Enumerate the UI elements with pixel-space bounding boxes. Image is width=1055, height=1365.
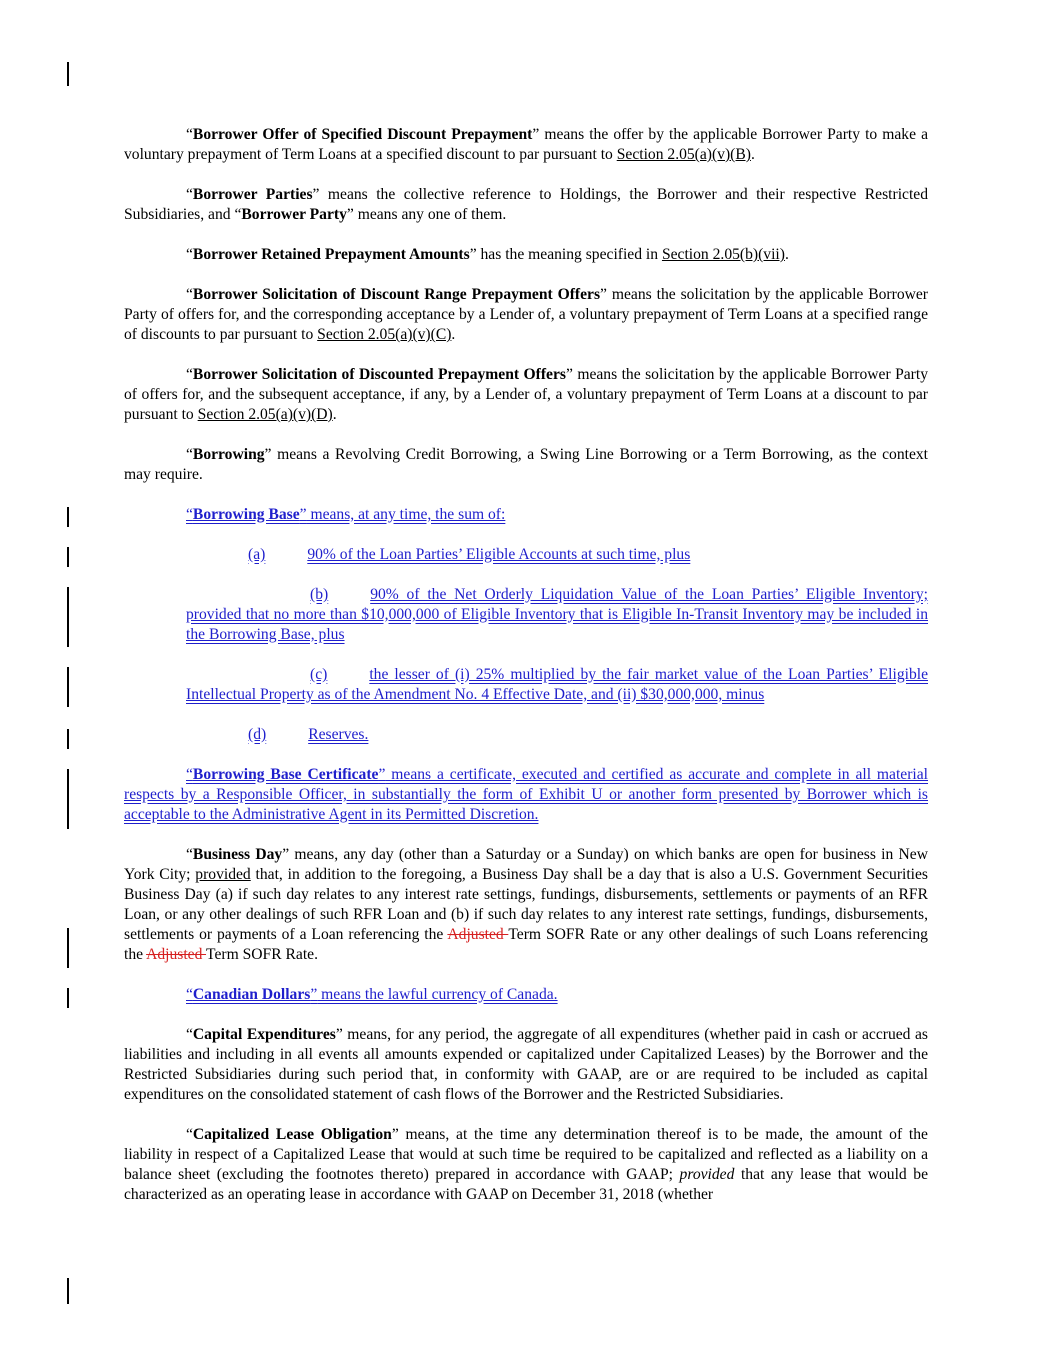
defined-term: Borrower Party — [241, 206, 347, 223]
definition-paragraph: “Borrowing” means a Revolving Credit Borrowing, a Swing Line Borrowing or a Term Borrowing, as the context may require. — [124, 446, 928, 483]
definition-paragraph: “Capital Expenditures” means, for any period, the aggregate of all expenditures (whether paid in cash or accrued as liabilities and including in all events all amounts expended or capitalized under Capitalized Leases) by the Borrower and the Restricted Subsidiaries during such period that, in conformity with GAAP, are or are required to be included as capital expenditures on the consolidated statement of cash flows of the Borrower and the Restricted Subsidiaries. — [124, 1026, 928, 1103]
provided-term: provided — [679, 1166, 735, 1183]
definition-paragraph: “Capitalized Lease Obligation” means, at the time any determination thereof is to be made, the amount of the liability in respect of a Capitalized Lease that would at such time be required to be capitalized and reflected as a liability on a balance sheet (excluding the footnotes thereto) prepared in accordance with GAAP; provided that any lease that would be characterized as an operating lease in accordance with GAAP on December 31, 2018 (whether — [124, 1126, 928, 1203]
definition-text: means the solicitation by the applicable Borrower Party of offers for, and the corresponding acceptance by a Lender of, a voluntary prepayment of Term Loans at a specified range of discounts to par pursuant to — [124, 286, 928, 343]
definition-paragraph: “Borrower Parties” means the collective reference to Holdings, the Borrower and their respective Restricted Subsidiaries, and “Borrower Party” means any one of them. — [124, 186, 928, 223]
change-bar — [67, 587, 69, 647]
section-reference: Section 2.05(a)(v)(B) — [616, 146, 751, 163]
definition-paragraph: “Business Day” means, any day (other than a Saturday or a Sunday) on which banks are open for business in New York City; provided that, in addition to the foregoing, a Business Day shall be a day that is also a U.S. Government Securities Business Day (a) if such day relates to any interest rate settings, fundings, disbursements, settlements or payments of an RFR Loan, or any other dealings of such RFR Loan and (b) if such day relates to any interest rate settings, fundings, disbursements, settlements or payments of a Loan referencing the Adjusted Term SOFR Rate or any other dealings of such Loans referencing the Adjusted Term SOFR Rate. — [124, 846, 928, 963]
change-bar — [67, 507, 69, 527]
defined-term: Capital Expenditures — [192, 1026, 336, 1043]
definition-paragraph: “Borrower Solicitation of Discounted Prepayment Offers” means the solicitation by the applicable Borrower Party of offers for, and the subsequent acceptance, if any, by a Lender of, a voluntary prepayment of Term Loans at a discount to par pursuant to Section 2.05(a)(v)(D). — [124, 366, 928, 423]
clause-text: the lesser of (i) 25% multiplied by the fair market value of the Loan Parties’ Eligible — [369, 666, 928, 683]
change-bar — [67, 62, 69, 86]
provided-term: provided — [195, 866, 251, 883]
definition-text: has the meaning specified in — [476, 246, 662, 263]
definition-text: . — [750, 146, 755, 163]
defined-term: Capitalized Lease Obligation — [192, 1126, 392, 1143]
clause-text: Intellectual Property as of the Amendment No. 4 Effective Date, and (ii) $30,000,000, minus — [186, 686, 765, 703]
definition-text: that, in addition to the foregoing, a Business Day shall be a day that is also a U.S. Government Securities Business Day (a) if such day relates to any interest rate settings, fundings, disbursements, settlements or payments of an RFR Loan, or any other dealings of such RFR Loan and (b) if such day relates to any interest rate settings, fundings, disbursements, settlements or payments of a Loan referencing the — [124, 866, 928, 943]
definition-text: means the offer by the applicable Borrower Party to make a voluntary prepayment of Term Loans at a specified discount to par pursuant to — [124, 126, 928, 163]
definition-text: means a Revolving Credit Borrowing, a Swing Line Borrowing or a Term Borrowing, as the context may require. — [124, 446, 928, 483]
definition-text: that any lease that would be characterized as an operating lease in accordance with GAAP on December 31, 2018 (whether — [124, 1166, 928, 1203]
defined-term: Borrower Parties — [192, 186, 313, 203]
clause-text: Reserves. — [308, 726, 369, 743]
change-bar — [67, 928, 69, 968]
inserted-text: “Canadian Dollars” means the lawful currency of Canada. — [186, 986, 558, 1003]
inserted-definition-paragraph — [124, 985, 928, 1005]
clause-text: 90% of the Net Orderly Liquidation Value of the Loan Parties’ Eligible Inventory; — [370, 586, 928, 603]
defined-term: Borrower Solicitation of Discounted Prepayment Offers — [192, 366, 566, 383]
definition-text: . — [451, 326, 456, 343]
section-reference: Section 2.05(a)(v)(D) — [197, 406, 333, 423]
clause-a — [124, 545, 928, 565]
inserted-definition-paragraph — [124, 765, 928, 825]
deleted-text: Adjusted — [447, 926, 509, 943]
definition-text: means, any day (other than a Saturday or a Sunday) on which banks are open for business in New York City; — [124, 846, 928, 883]
definition-paragraph: “Borrower Solicitation of Discount Range Prepayment Offers” means the solicitation by the applicable Borrower Party of offers for, and the corresponding acceptance by a Lender of, a voluntary prepayment of Term Loans at a specified range of discounts to par pursuant to Section 2.05(a)(v)(C). — [124, 286, 928, 343]
definition-text: means, for any period, the aggregate of all expenditures (whether paid in cash or accrued as liabilities and including in all events all amounts expended or capitalized under Capitalized Leases) by the Borrower and the Restricted Subsidiaries during such period that, in conformity with GAAP, are or are required to be included as capital expenditures on the consolidated statement of cash flows of the Borrower and the Restricted Subsidiaries. — [124, 1026, 928, 1103]
section-reference: Section 2.05(b)(vii) — [661, 246, 785, 263]
definition-text: means, at the time any determination thereof is to be made, the amount of the liability in respect of a Capitalized Lease that would at such time be required to be capitalized and reflected as a liability on a balance sheet (excluding the footnotes thereto) prepared in accordance with GAAP; — [124, 1126, 928, 1183]
clause-label: (d) — [248, 726, 267, 743]
definition-text: means, at any time, the sum of: — [306, 506, 506, 523]
defined-term: Borrowing Base — [192, 506, 300, 523]
definition-paragraph: “Borrower Offer of Specified Discount Prepayment” means the offer by the applicable Borrower Party to make a voluntary prepayment of Term Loans at a specified discount to par pursuant to Section 2.05(a)(v)(B). — [124, 126, 928, 163]
definition-text: . — [784, 246, 789, 263]
clause-b — [186, 585, 928, 645]
change-bar — [67, 547, 69, 567]
clause-text: 90% of the Loan Parties’ Eligible Accounts at such time, plus — [307, 546, 691, 563]
deleted-text: Adjusted — [146, 946, 207, 963]
definition-text: means the collective reference to Holdings, the Borrower and their respective Restricted Subsidiaries, and “ — [124, 186, 928, 223]
definition-paragraph: “Borrower Retained Prepayment Amounts” has the meaning specified in Section 2.05(b)(vii). — [186, 246, 789, 263]
clause-d — [124, 725, 928, 745]
defined-term: Borrower Offer of Specified Discount Prepayment — [192, 126, 533, 143]
change-bar — [67, 769, 69, 829]
definition-text: means a certificate, executed and certified as accurate and complete in all material respects by a Responsible Officer, in substantially the form of Exhibit U or another form presented by Borrower which is acceptable to the Administrative Agent in its Permitted Discretion. — [124, 766, 928, 823]
change-bar — [67, 1278, 69, 1304]
clause-label: (b) — [310, 586, 329, 603]
defined-term: Borrowing Base Certificate — [192, 766, 379, 783]
definition-text: means the lawful currency of Canada. — [317, 986, 558, 1003]
definition-text: means the solicitation by the applicable Borrower Party of offers for, and the subsequent acceptance, if any, by a Lender of, a voluntary prepayment of Term Loans at a discount to par pursuant to — [124, 366, 928, 423]
section-reference: Section 2.05(a)(v)(C) — [317, 326, 452, 343]
clause-label: (a) — [248, 546, 266, 563]
change-bar — [67, 988, 69, 1008]
defined-term: Borrower Solicitation of Discount Range Prepayment Offers — [192, 286, 601, 303]
clause-text: provided that no more than $10,000,000 of Eligible Inventory that is Eligible In-Transit Inventory may be included in the Borrowing Base, plus — [186, 606, 928, 643]
defined-term: Borrowing — [192, 446, 265, 463]
definition-text: Term SOFR Rate or any other dealings of such Loans referencing the — [124, 926, 928, 963]
defined-term: Canadian Dollars — [192, 986, 311, 1003]
clause-label: (c) — [310, 666, 328, 683]
definition-text: . — [332, 406, 337, 423]
change-bar — [67, 667, 69, 707]
defined-term: Business Day — [192, 846, 283, 863]
definition-text: ” means any one of them. — [346, 206, 507, 223]
inserted-definition-paragraph — [124, 505, 928, 525]
change-bar — [67, 729, 69, 749]
defined-term: Borrower Retained Prepayment Amounts — [192, 246, 470, 263]
document-body — [124, 125, 928, 1205]
inserted-text: “Borrowing Base Certificate” means a certificate, executed and certified as accurate and complete in all material respects by a Responsible Officer, in substantially the form of Exhibit U or another form presented by Borrower which is acceptable to the Administrative Agent in its Permitted Discretion. — [124, 766, 928, 823]
definition-text: Term SOFR Rate. — [206, 946, 318, 963]
clause-c — [186, 665, 928, 705]
inserted-text: “Borrowing Base” means, at any time, the sum of: — [186, 506, 506, 523]
